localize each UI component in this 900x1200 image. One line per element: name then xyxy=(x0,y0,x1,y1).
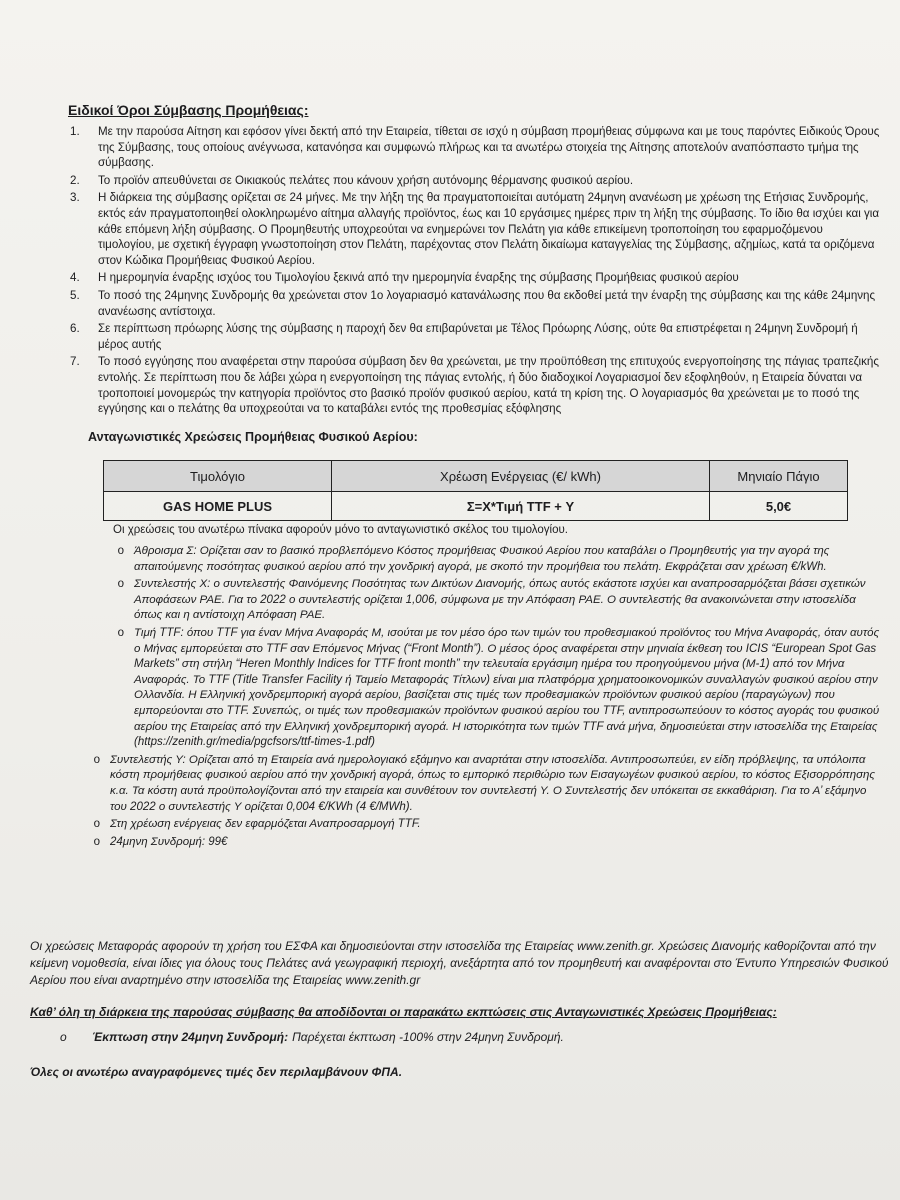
discount-text: Παρέχεται έκπτωση -100% στην 24μηνη Συνδρομή. xyxy=(292,1030,564,1044)
term-number: 7. xyxy=(70,355,80,369)
cell-tariff: GAS HOME PLUS xyxy=(104,492,332,521)
bullet-icon: o xyxy=(60,1030,67,1044)
term-item xyxy=(70,288,880,319)
cell-monthly-fee: 5,0€ xyxy=(710,492,848,521)
table-note: Οι χρεώσεις του ανωτέρω πίνακα αφορούν μόνο το ανταγωνιστικό σκέλος του τιμολογίου. xyxy=(113,524,568,536)
term-number: 1. xyxy=(70,125,80,138)
term-text: Το ποσό εγγύησης που αναφέρεται στην παρούσα σύμβαση δεν θα χρεώνεται, με την προϋπόθεση της επιτυχούς ενεργοποίησης της πάγιας τραπεζικής εντολής. Σε περίπτωση που δε λάβει χώρα η ενεργοποίηση της πάγιας εντολής, ή δύο διαδοχικοί Λογαριασμοί δεν εξοφληθούν, η Εταιρεία δύναται να τροποποιεί μονομερώς την κατηγορία προϊόντος στο βασικό προϊόν φυσικού αερίου, κατά τη κρίση της. Ο λογαριασμός θα χρεώνεται με το ποσό της εγγύησης και ο πελάτης θα υποχρεούται να το καταβάλει εντός της προθεσμίας εξόφλησης xyxy=(98,355,879,416)
definition-text: Συντελεστής Υ: Ορίζεται από τη Εταιρεία ανά ημερολογιακό εξάμηνο και αναρτάται στην ιστοσελίδα. Αντιπροσωπεύει, εν είδη πρόβλεψης, τα υπόλοιπα κόστη προμήθειας φυσικού αερίου από την χονδρική αγορά, όπως το εμπορικό περιθώριο των Εισαγωγέων φυσικού αερίου, το κόστος Εξισορρόπησης κ.α. Τα κόστη αυτά προϋπολογίζονται από την εταιρεία και συνθέτουν τον συντελεστή Υ. Ο Συντελεστής δεν υπόκειται σε εκκαθάριση. Για το Α’ εξάμηνο του 2022 ο συντελεστής Υ ορίζεται 0,004 €/KWh (4 €/MWh). xyxy=(110,753,875,813)
column-header-tariff: Τιμολόγιο xyxy=(104,461,332,492)
definition-item xyxy=(80,577,880,624)
term-text: Η διάρκεια της σύμβασης ορίζεται σε 24 μήνες. Με την λήξη της θα πραγματοποιείται αυτόματη 24μηνη ανανέωση με χρέωση της Ετήσιας Συνδρομής, εκτός εάν πραγματοποιηθεί ολοκληρωμένο αίτημα αλλαγής προϊόντος, έως και 10 εργάσιμες ημέρες πριν τη λήξη της σύμβασης. Το ίδιο θα ισχύει και για κάθε επόμενη λήξη σύμβασης. Ο Προμηθευτής υποχρεούται να ενημερώνει τον Πελάτη για κάθε επικείμενη τροποποίηση του εφαρμοζόμενου τιμολογίου, με σχετική έγγραφη γνωστοποίηση στον Πελάτη, παρέχοντας στον Πελάτη δικαίωμα καταγγελίας της Σύμβασης, αζημίως, κατά τα οριζόμενα στον Κώδικα Προμήθειας Φυσικού Αερίου. xyxy=(98,191,880,267)
definition-text: Συντελεστής Χ: ο συντελεστής Φαινόμενης Ποσότητας των Δικτύων Διανομής, όπως αυτός εκάστοτε ισχύει και αναπροσαρμόζεται βάσει σχετικών Αποφάσεων ΡΑΕ. Για το 2022 ο συντελεστής ορίζεται 1,006, σύμφωνα με την Απόφαση ΡΑΕ. Ο συντελεστής θα ανακοινώνεται στην ιστοσελίδα όπως και η αντίστοιχη Απόφαση ΡΑΕ. xyxy=(134,578,866,622)
cell-energy-charge: Σ=Χ*Τιμή TTF + Υ xyxy=(332,492,710,521)
discount-label: Έκπτωση στην 24μηνη Συνδρομή: xyxy=(92,1030,289,1044)
bullet-icon: o xyxy=(117,545,124,557)
term-item xyxy=(70,270,880,286)
term-text: Το προϊόν απευθύνεται σε Οικιακούς πελάτες που κάνουν χρήση αυτόνομης θέρμανσης φυσικού αερίου. xyxy=(98,173,634,187)
term-number: 4. xyxy=(70,271,80,285)
bullet-icon: o xyxy=(117,578,124,591)
column-header-monthly-fee: Μηνιαίο Πάγιο xyxy=(710,461,848,492)
term-item xyxy=(70,173,880,189)
term-text: Το ποσό της 24μηνης Συνδρομής θα χρεώνεται στον 1ο λογαριασμό κατανάλωσης που θα εκδοθεί μετά την έναρξη της σύμβασης και της κάθε 24μηνης ανανέωσης αντίστοιχα. xyxy=(98,288,876,318)
bullet-icon: o xyxy=(93,818,100,831)
term-item xyxy=(70,124,880,171)
term-number: 2. xyxy=(70,173,80,187)
transport-charges-paragraph: Οι χρεώσεις Μεταφοράς αφορούν τη χρήση του ΕΣΦΑ και δημοσιεύονται στην ιστοσελίδα της Εταιρείας www.zenith.gr. Χρεώσεις Διανομής καθορίζονται από την κείμενη νομοθεσία, είναι ίδιες για όλους τους Πελάτες ανά γεωγραφική περιοχή, ανεξάρτητα από τον προμηθευτή και αναφέρονται στο Έντυπο Υπηρεσιών Φυσικού Αερίου που είναι αναρτημένο στην ιστοσελίδα της Εταιρείας www.zenith.gr xyxy=(30,939,889,987)
term-number: 3. xyxy=(70,191,80,205)
definition-text: Τιμή TTF: όπου TTF για έναν Μήνα Αναφοράς Μ, ισούται με τον μέσο όρο των τιμών του προθεσμιακού προϊόντος του Μήνα Αναφοράς, όταν αυτός ο Μήνας εμπορεύεται στο TTF σαν Επόμενος Μήνας (“Front Month”). Ο μέσος όρος αναφέρεται στην μηνιαία έκθεση του ICIS “European Spot Gas Markets” στη στήλη “Heren Monthly Indices for TTF front month” την τελευταία εργάσιμη ημέρα του προηγούμενου μήνα (Μ-1) από τον Μήνα Αναφοράς. Το TTF (Title Transfer Facility ή Ταμείο Μεταφοράς Τίτλων) είναι μια πλατφόρμα χρηματοοικονομικών συναλλαγών φυσικού αερίου στην Ολλανδία. Η Ελληνική χονδρεμπορική αγορά αερίου, βασίζεται στις τιμές των προθεσμιακών προϊόντων φυσικού αερίου (παραγώγων) που εμπορεύονται στο TTF. Συνεπώς, οι τιμές των προθεσμιακών προϊόντων φυσικού αερίου του TTF, αντιπροσωπεύουν το κόστος αγοράς του φυσικού αερίου της Εταιρείας από την Ελληνική χονδρεμπορική αγορά. Η ιστορικότητα των τιμών TTF ανά μήνα, δημοσιεύεται στην ιστοσελίδα της Εταιρείας (https://zenith.gr/media/pgcfsors/ttf-times-1.pdf) xyxy=(134,626,880,749)
term-number: 6. xyxy=(70,322,80,336)
table-header-row xyxy=(104,461,848,492)
competitive-charges-title: Ανταγωνιστικές Χρεώσεις Προμήθειας Φυσικού Αερίου: xyxy=(88,430,418,444)
term-number: 5. xyxy=(70,288,80,302)
term-item xyxy=(70,354,880,416)
bullet-icon: o xyxy=(93,753,100,766)
bullet-icon: o xyxy=(93,835,100,848)
definition-item xyxy=(80,544,880,575)
term-text: Σε περίπτωση πρόωρης λύσης της σύμβασης η παροχή δεν θα επιβαρύνεται με Τέλος Πρόωρης Λύσης, ούτε θα επιστρέφεται η 24μηνη Συνδρομή ή μέρος αυτής xyxy=(98,322,858,351)
vat-note: Όλες οι ανωτέρω αναγραφόμενες τιμές δεν περιλαμβάνουν ΦΠΑ. xyxy=(30,1065,403,1079)
definition-item xyxy=(80,817,880,833)
term-text: Με την παρούσα Αίτηση και εφόσον γίνει δεκτή από την Εταιρεία, τίθεται σε ισχύ η σύμβαση προμήθειας σύμφωνα και με τους παρόντες Ειδικούς Όρους της Σύμβασης, τους οποίους ανέγνωσα, κατανόησα και συμφωνώ πλήρως και τα ανωτέρω στοιχεία της Αίτησης αποτελούν αναπόσπαστο τμήμα της σύμβασης. xyxy=(98,125,880,170)
term-item xyxy=(70,321,880,352)
definition-text: 24μηνη Συνδρομή: 99€ xyxy=(110,835,228,848)
term-item xyxy=(70,190,880,268)
definition-item xyxy=(80,835,880,851)
definition-item xyxy=(80,626,880,751)
pricing-table xyxy=(103,460,848,521)
table-row xyxy=(104,492,848,521)
terms-list xyxy=(70,124,880,419)
definition-text: Στη χρέωση ενέργειας δεν εφαρμόζεται Αναπροσαρμογή TTF. xyxy=(110,818,421,831)
discount-item xyxy=(60,1030,880,1044)
definition-item xyxy=(80,753,880,815)
discounts-heading: Καθ’ όλη τη διάρκεια της παρούσας σύμβασης θα αποδίδονται οι παρακάτω εκπτώσεις στις Ανταγωνιστικές Χρεώσεις Προμήθειας: xyxy=(30,1005,777,1019)
definition-text: Άθροισμα Σ: Ορίζεται σαν το βασικό προβλεπόμενο Κόστος προμήθειας Φυσικού Αερίου που καταβάλει ο Προμηθευτής για την αγορά της απαιτούμενης ποσότητας φυσικού αερίου από την χονδρική αγορά, με σκοπό την προμήθεια του πελάτη. Εκφράζεται σαν χρέωση €/kWh. xyxy=(134,545,830,573)
special-terms-heading: Ειδικοί Όροι Σύμβασης Προμήθειας: xyxy=(68,102,309,118)
definitions-list xyxy=(80,544,880,852)
bullet-icon: o xyxy=(117,626,124,639)
column-header-energy-charge: Χρέωση Ενέργειας (€/ kWh) xyxy=(332,461,710,492)
term-text: Η ημερομηνία έναρξης ισχύος του Τιμολογίου ξεκινά από την ημερομηνία έναρξης της σύμβασης Προμήθειας φυσικού αερίου xyxy=(98,271,739,285)
